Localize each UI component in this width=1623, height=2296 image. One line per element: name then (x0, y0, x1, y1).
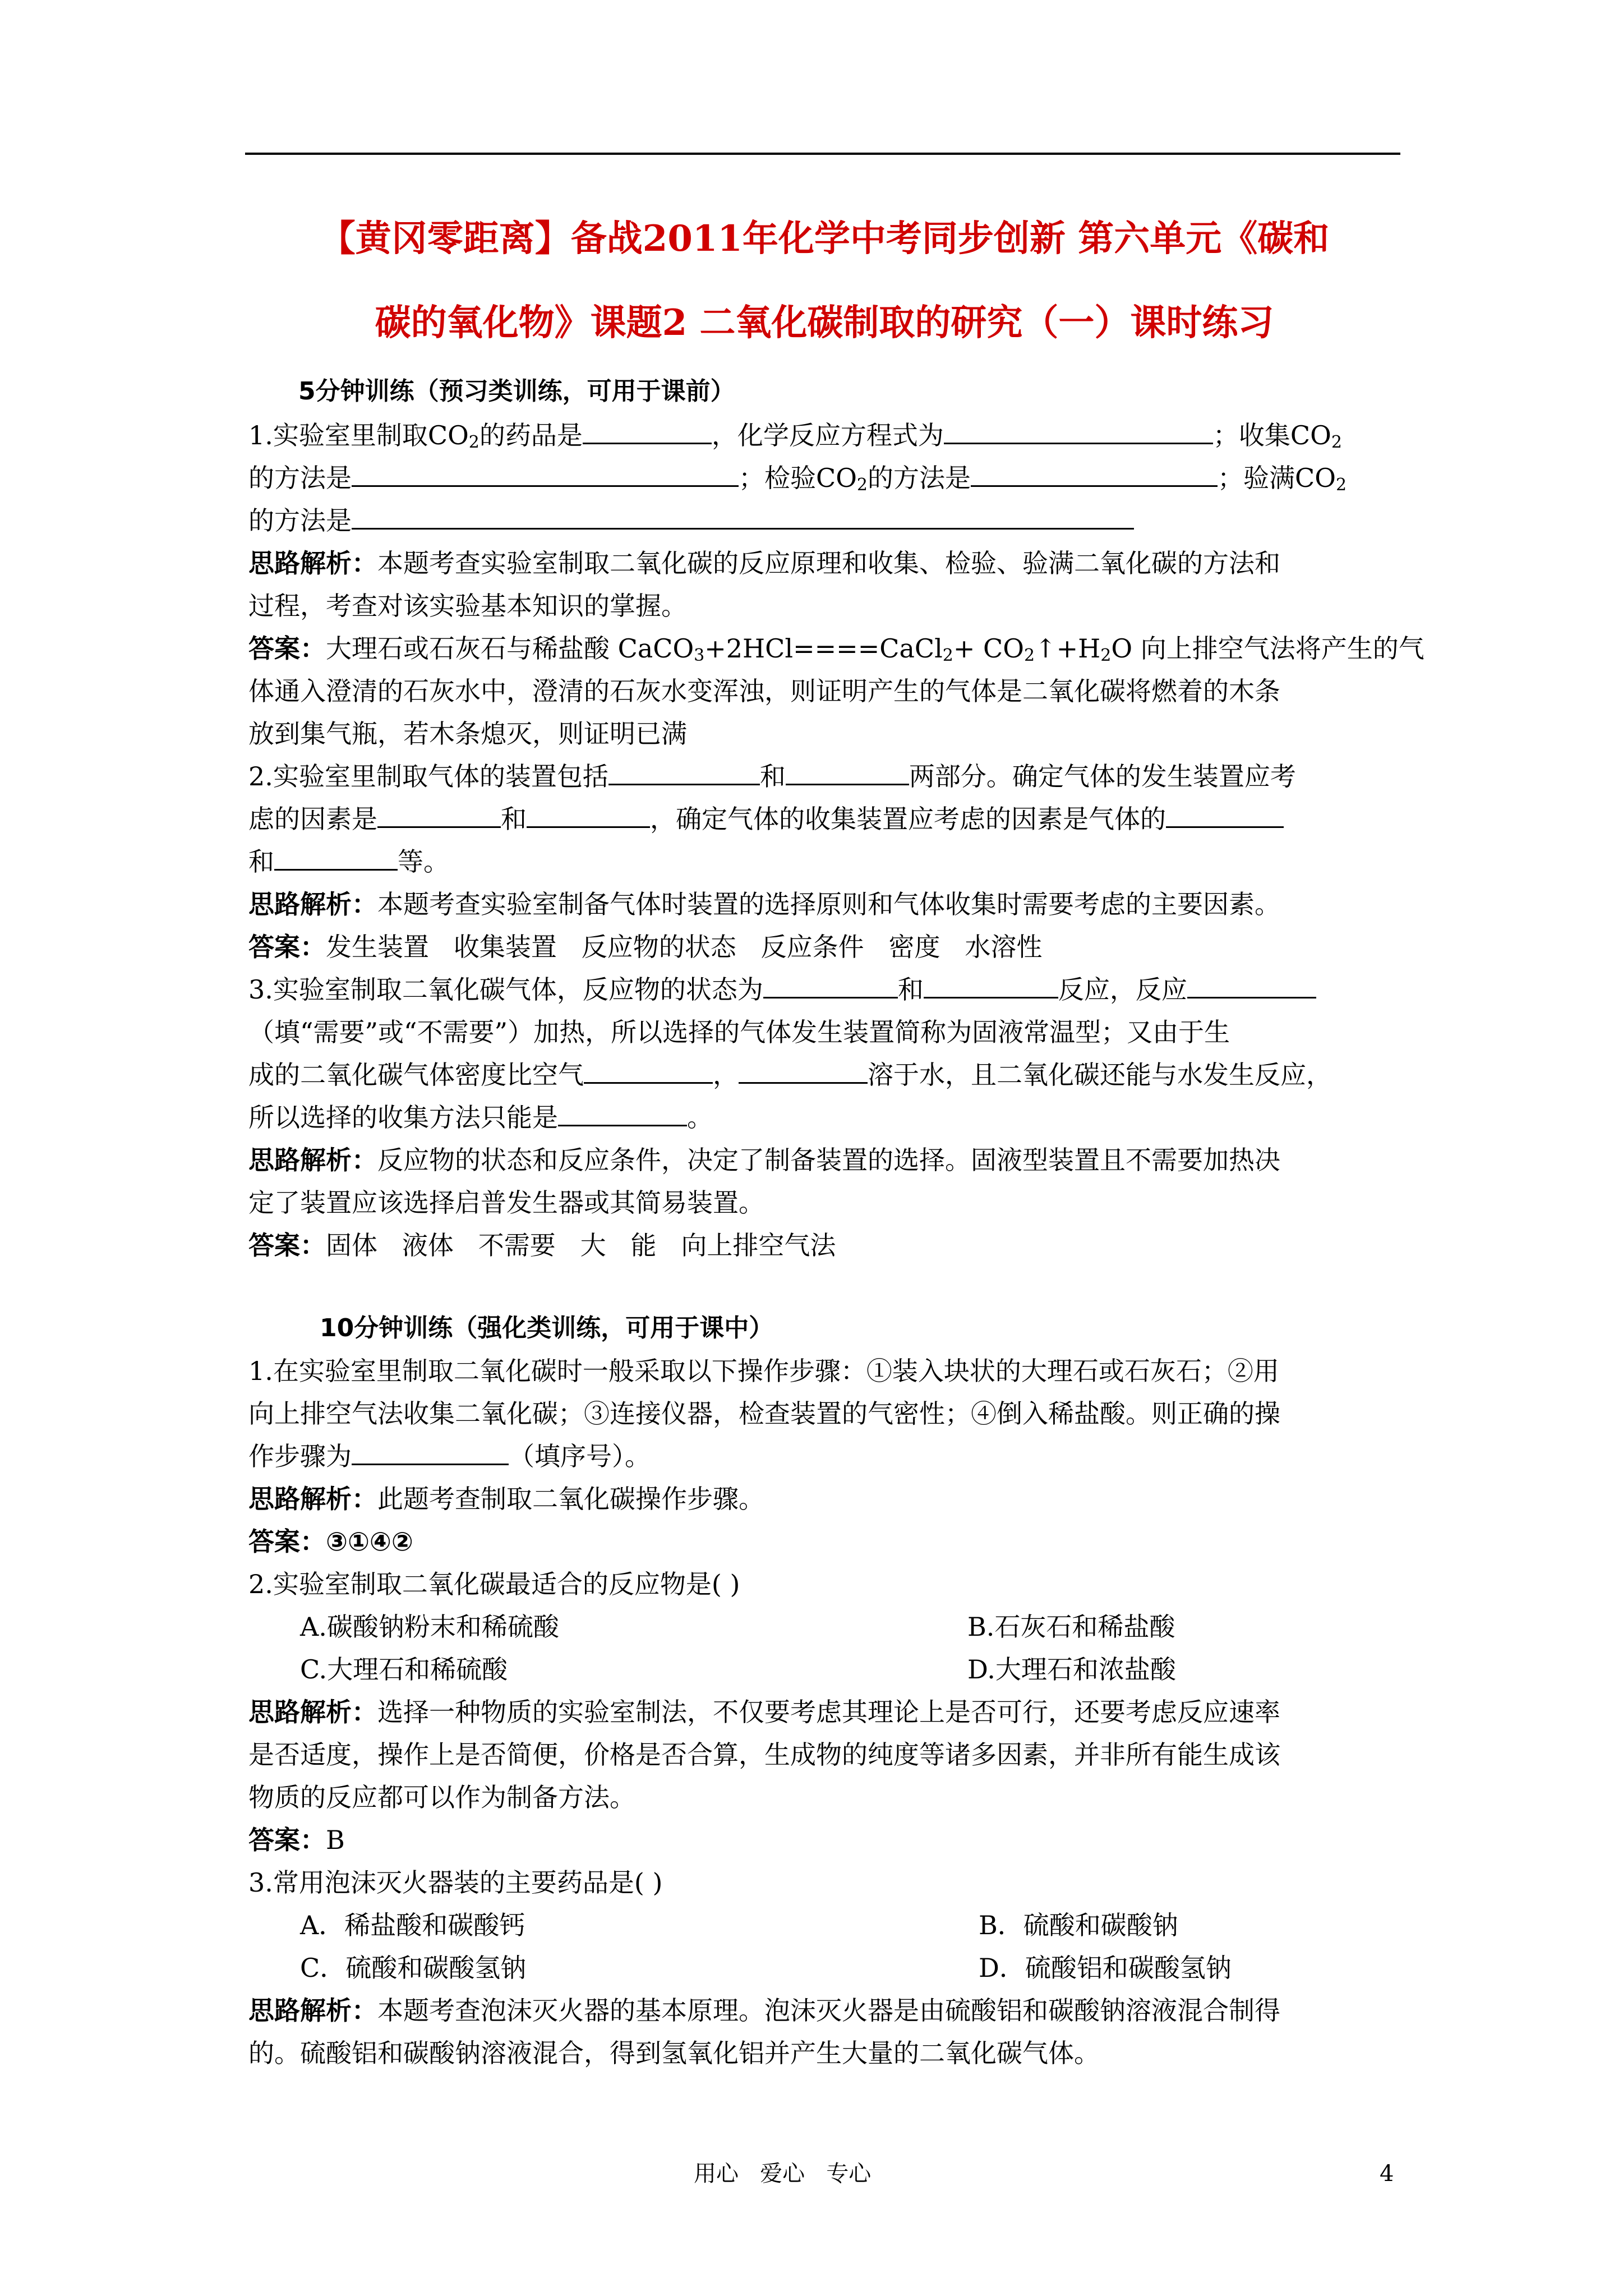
answer-blank (763, 974, 898, 999)
s2-q1-answer: 答案：③①④② (248, 1526, 413, 1557)
s2-q2-option-d: D.大理石和浓盐酸 (967, 1654, 1176, 1685)
s1-q2-answer: 答案：发生装置 收集装置 反应物的状态 反应条件 密度 水溶性 (248, 932, 1043, 962)
s2-q3-option-d: D．硫酸铝和碳酸氢钠 (979, 1953, 1232, 1983)
section-heading-10min: 10分钟训练（强化类训练，可用于课中） (320, 1314, 774, 1342)
answer-blank (527, 804, 650, 828)
s1-q3-line-1: 3.实验室制取二氧化碳气体，反应物的状态为 和 反应，反应 (248, 973, 1316, 1006)
s2-q2-option-b: B.石灰石和稀盐酸 (967, 1612, 1175, 1642)
s2-q2-analysis-2: 是否适度，操作上是否简便，价格是否合算，生成物的纯度等诸多因素，并非所有能生成该 (248, 1740, 1280, 1770)
s2-q2-option-c: C.大理石和稀硫酸 (300, 1654, 508, 1685)
s1-q1-line-1: 1.实验室里制取$CO_2$的药品是 ，化学反应方程式为 ；收集$CO_2$ (248, 420, 1342, 452)
s2-q3-stem: 3.常用泡沫灭火器装的主要药品是( ) (248, 1867, 663, 1898)
s2-q1-analysis: 思路解析：此题考查制取二氧化碳操作步骤。 (248, 1484, 764, 1514)
s2-q1-line-2: 向上排空气法收集二氧化碳；③连接仪器，检查装置的气密性；④倒入稀盐酸。则正确的操 (248, 1398, 1280, 1429)
answer-blank (786, 761, 909, 785)
s2-q1-line-1: 1.在实验室里制取二氧化碳时一般采取以下操作步骤：①装入块状的大理石或石灰石；②用 (248, 1356, 1279, 1386)
section-heading-5min: 5分钟训练（预习类训练，可用于课前） (298, 377, 735, 406)
s1-q1-analysis-1: 思路解析：本题考查实验室制取二氧化碳的反应原理和收集、检验、验满二氧化碳的方法和 (248, 548, 1280, 578)
s1-q1-analysis-2: 过程，考查对该实验基本知识的掌握。 (248, 591, 687, 621)
s1-q2-line-1: 2.实验室里制取气体的装置包括 和 两部分。确定气体的发生装置应考 (248, 761, 1296, 792)
s2-q2-stem: 2.实验室制取二氧化碳最适合的反应物是( ) (248, 1569, 740, 1599)
answer-blank (352, 1441, 509, 1465)
answer-blank (377, 804, 501, 828)
s2-q3-analysis-1: 思路解析：本题考查泡沫灭火器的基本原理。泡沫灭火器是由硫酸铝和碳酸钠溶液混合制得 (248, 1995, 1280, 2026)
s1-q3-line-4: 所以选择的收集方法只能是 。 (248, 1102, 713, 1133)
answer-blank (944, 420, 1213, 444)
page-title-line-1: 【黄冈零距离】备战2011年化学中考同步创新 第六单元《碳和 (319, 218, 1330, 260)
s1-q1-line-3: 的方法是 (248, 504, 1134, 537)
s2-q3-analysis-2: 的。硫酸铝和碳酸钠溶液混合，得到氢氧化铝并产生大量的二氧化碳气体。 (248, 2038, 1100, 2068)
s2-q2-option-a: A.碳酸钠粉末和稀硫酸 (300, 1612, 559, 1642)
answer-blank (584, 1060, 713, 1084)
s2-q2-analysis-3: 物质的反应都可以作为制备方法。 (248, 1782, 635, 1812)
answer-blank (352, 505, 1134, 530)
answer-blank (971, 463, 1218, 487)
page-number: 4 (1380, 2161, 1394, 2187)
s1-q3-analysis-1: 思路解析：反应物的状态和反应条件，决定了制备装置的选择。固液型装置且不需要加热决 (248, 1145, 1280, 1175)
s1-q1-answer-3: 放到集气瓶，若木条熄灭，则证明已满 (248, 719, 687, 749)
s1-q1-answer-2: 体通入澄清的石灰水中，澄清的石灰水变浑浊，则证明产生的气体是二氧化碳将燃着的木条 (248, 676, 1280, 706)
s1-q2-line-3: 和 等。 (248, 846, 449, 877)
s1-q1-answer-1: 答案：大理石或石灰石与稀盐酸 CaCO$_3$+2HCl====CaCl$_2$+ $CO_2↑+H_2O$ 向上排空气法将产生的气 (248, 633, 1424, 665)
answer-blank (739, 1060, 868, 1084)
answer-blank (352, 463, 739, 487)
s1-q2-line-2: 虑的因素是 和 ，确定气体的收集装置应考虑的因素是气体的 (248, 802, 1284, 836)
s2-q3-option-b: B．硫酸和碳酸钠 (979, 1910, 1178, 1940)
s2-q2-answer: 答案：B (248, 1825, 345, 1855)
answer-blank (274, 846, 398, 871)
page-title-line-2: 碳的氧化物》课题2 二氧化碳制取的研究（一）课时练习 (375, 302, 1274, 344)
answer-blank (1166, 804, 1284, 828)
s1-q2-analysis: 思路解析：本题考查实验室制备气体时装置的选择原则和气体收集时需要考虑的主要因素。 (248, 889, 1280, 919)
s2-q2-analysis-1: 思路解析：选择一种物质的实验室制法，不仅要考虑其理论上是否可行，还要考虑反应速率 (248, 1697, 1280, 1727)
s2-q3-option-c: C．硫酸和碳酸氢钠 (300, 1953, 527, 1983)
answer-blank (583, 420, 712, 444)
answer-blank (1187, 974, 1316, 999)
s1-q1-line-2: 的方法是 ；检验$CO_2$的方法是 ；验满$CO_2$ (248, 463, 1347, 495)
s1-q3-answer: 答案：固体 液体 不需要 大 能 向上排空气法 (248, 1230, 836, 1260)
answer-blank (558, 1102, 687, 1126)
answer-blank (924, 974, 1058, 999)
s1-q3-line-2: （填“需要”或“不需要”）加热，所以选择的气体发生装置简称为固液常温型；又由于生 (248, 1017, 1230, 1047)
s1-q3-line-3: 成的二氧化碳气体密度比空气 ， 溶于水，且二氧化碳还能与水发生反应， (248, 1060, 1332, 1090)
s1-q3-analysis-2: 定了装置应该选择启普发生器或其简易装置。 (248, 1188, 764, 1218)
answer-blank (608, 761, 760, 785)
header-rule (245, 153, 1400, 155)
s2-q3-option-a: A．稀盐酸和碳酸钙 (300, 1910, 525, 1940)
page-footer: 用心 爱心 专心 (694, 2161, 872, 2187)
s2-q1-line-3: 作步骤为 （填序号）。 (248, 1441, 651, 1471)
